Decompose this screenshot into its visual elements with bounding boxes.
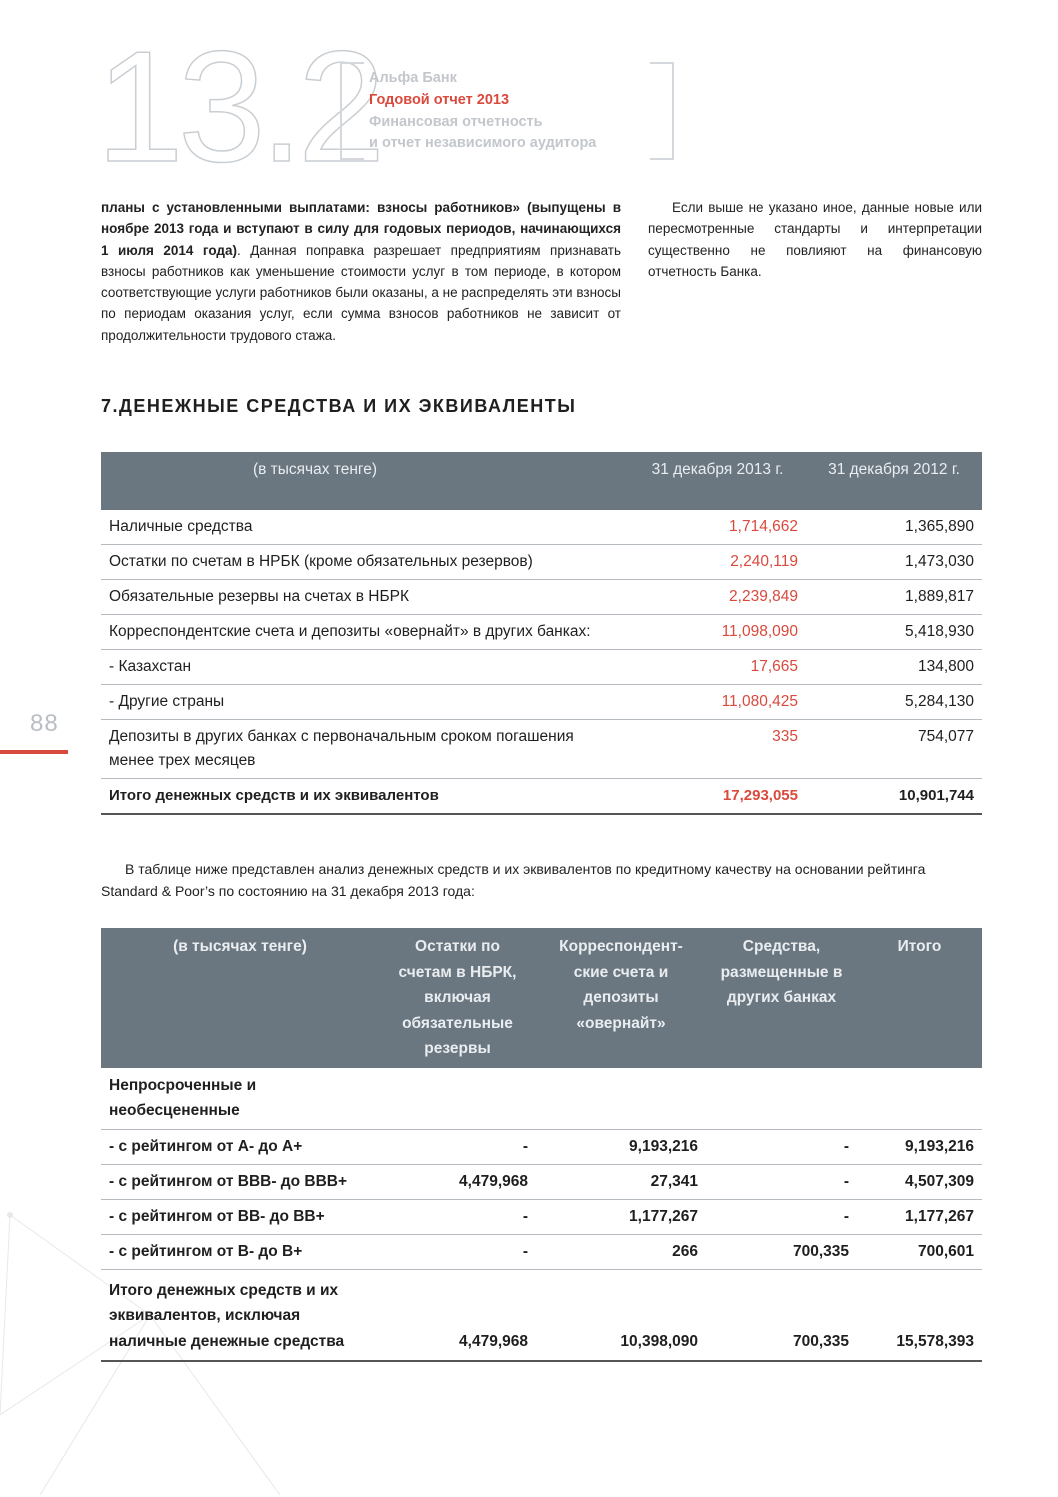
cell-correspondent: 266 (536, 1234, 706, 1269)
cell-total: 9,193,216 (857, 1129, 982, 1164)
table-header-row (101, 928, 982, 1068)
total-other-banks: 700,335 (706, 1269, 857, 1361)
cell-total: 1,177,267 (857, 1199, 982, 1234)
header-bracket-left (340, 62, 364, 160)
cell-other-banks: - (706, 1129, 857, 1164)
cell-total: 4,507,309 (857, 1164, 982, 1199)
value-2012: 134,800 (806, 650, 982, 685)
table-row (101, 720, 982, 779)
cash-equivalents-table (101, 452, 982, 815)
group-label: Непросроченные и необесцененные (101, 1068, 379, 1130)
table-row (101, 1199, 982, 1234)
header-units: (в тысячах тенге) (101, 928, 379, 1068)
cell-other-banks: - (706, 1199, 857, 1234)
table-row (101, 545, 982, 580)
header-2012: 31 декабря 2012 г. (806, 452, 982, 510)
cell-correspondent: 27,341 (536, 1164, 706, 1199)
header-correspondent: Корреспондент- ские счета и депозиты «овернайт» (536, 928, 706, 1068)
group-row (101, 1068, 982, 1130)
value-2012: 754,077 (806, 720, 982, 779)
value-2013: 17,665 (629, 650, 806, 685)
header-total: Итого (857, 928, 982, 1068)
row-label: - с рейтингом от ВВ- до ВВ+ (101, 1199, 379, 1234)
value-2012: 5,284,130 (806, 685, 982, 720)
total-total: 15,578,393 (857, 1269, 982, 1361)
cell-nbrk: - (379, 1234, 536, 1269)
table-row (101, 580, 982, 615)
value-2013: 2,240,119 (629, 545, 806, 580)
value-2012: 1,473,030 (806, 545, 982, 580)
value-2013: 2,239,849 (629, 580, 806, 615)
total-correspondent: 10,398,090 (536, 1269, 706, 1361)
page-number: 88 (30, 710, 59, 737)
total-nbrk: 4,479,968 (379, 1269, 536, 1361)
row-label: - Казахстан (101, 650, 629, 685)
row-label: Депозиты в других банках с первоначальным сроком погашения менее трех месяцев (101, 720, 629, 779)
total-row (101, 1269, 982, 1361)
header-other-banks: Средства, размещенные в других банках (706, 928, 857, 1068)
total-row (101, 779, 982, 815)
value-2013: 335 (629, 720, 806, 779)
value-2012: 5,418,930 (806, 615, 982, 650)
header-2013: 31 декабря 2013 г. (629, 452, 806, 510)
section-number: 13.2 (96, 19, 380, 195)
table-row (101, 1234, 982, 1269)
doc-title-line1: Финансовая отчетность (369, 114, 543, 130)
row-label: Наличные средства (101, 510, 629, 545)
value-2013: 11,080,425 (629, 685, 806, 720)
table-row (101, 510, 982, 545)
cell-other-banks: - (706, 1164, 857, 1199)
table-row (101, 615, 982, 650)
value-2013: 1,714,662 (629, 510, 806, 545)
row-label: Корреспондентские счета и депозиты «овернайт» в других банках: (101, 615, 629, 650)
total-label: Итого денежных средств и их эквивалентов, исключая наличные денежные средства (101, 1269, 379, 1361)
table-row (101, 650, 982, 685)
bank-name: Альфа Банк (369, 70, 457, 86)
cell-nbrk: 4,479,968 (379, 1164, 536, 1199)
value-2012: 1,365,890 (806, 510, 982, 545)
header-units: (в тысячах тенге) (101, 452, 629, 510)
total-2012: 10,901,744 (806, 779, 982, 815)
doc-title-line2: и отчет независимого аудитора (369, 135, 597, 151)
page-number-underline (0, 750, 68, 754)
header-nbrk-balances: Остатки по счетам в НБРК, включая обязательные резервы (379, 928, 536, 1068)
report-title: Годовой отчет 2013 (369, 92, 510, 108)
row-label: - с рейтингом от А- до А+ (101, 1129, 379, 1164)
cell-nbrk: - (379, 1199, 536, 1234)
row-label: Остатки по счетам в НРБК (кроме обязательных резервов) (101, 545, 629, 580)
table-row (101, 1164, 982, 1199)
cell-other-banks: 700,335 (706, 1234, 857, 1269)
intro-text: В таблице ниже представлен анализ денежных средств и их эквивалентов по кредитному качеству на основании рейтинга Standard & Poor’s по состоянию на 31 декабря 2013 года: (101, 861, 926, 899)
total-2013: 17,293,055 (629, 779, 806, 815)
cell-nbrk: - (379, 1129, 536, 1164)
cell-total: 700,601 (857, 1234, 982, 1269)
cell-correspondent: 9,193,216 (536, 1129, 706, 1164)
cell-correspondent: 1,177,267 (536, 1199, 706, 1234)
value-2012: 1,889,817 (806, 580, 982, 615)
left-paragraph-bold: планы с установленными выплатами: взносы работников» (выпущены в ноябре 2013 года и вступают в силу для годовых периодов, начинающихся 1 июля 2014 года) (101, 200, 621, 258)
right-paragraph: Если выше не указано иное, данные новые или пересмотренные стандарты и интерпретации существенно не повлияют на финансовую отчетность Банка. (648, 200, 982, 279)
left-paragraph-rest: . Данная поправка разрешает предприятиям признавать взносы работников как уменьшение стоимости услуг в том периоде, в котором соответствующие услуги работников были оказаны, а не распределять эти взносы по периодам оказания услуг, если сумма взносов работников не зависит от продолжительности трудового стажа. (101, 242, 621, 343)
row-label: - Другие страны (101, 685, 629, 720)
row-label: - с рейтингом от В- до В+ (101, 1234, 379, 1269)
section-title: 7.ДЕНЕЖНЫЕ СРЕДСТВА И ИХ ЭКВИВАЛЕНТЫ (101, 396, 577, 416)
table-row (101, 1129, 982, 1164)
row-label: - с рейтингом от ВВВ- до ВВВ+ (101, 1164, 379, 1199)
left-paragraph (101, 197, 621, 346)
credit-quality-table (101, 928, 982, 1362)
table-row (101, 685, 982, 720)
value-2013: 11,098,090 (629, 615, 806, 650)
total-label: Итого денежных средств и их эквивалентов (101, 779, 629, 815)
header-bracket-right (650, 62, 674, 160)
table-header-row (101, 452, 982, 510)
row-label: Обязательные резервы на счетах в НБРК (101, 580, 629, 615)
